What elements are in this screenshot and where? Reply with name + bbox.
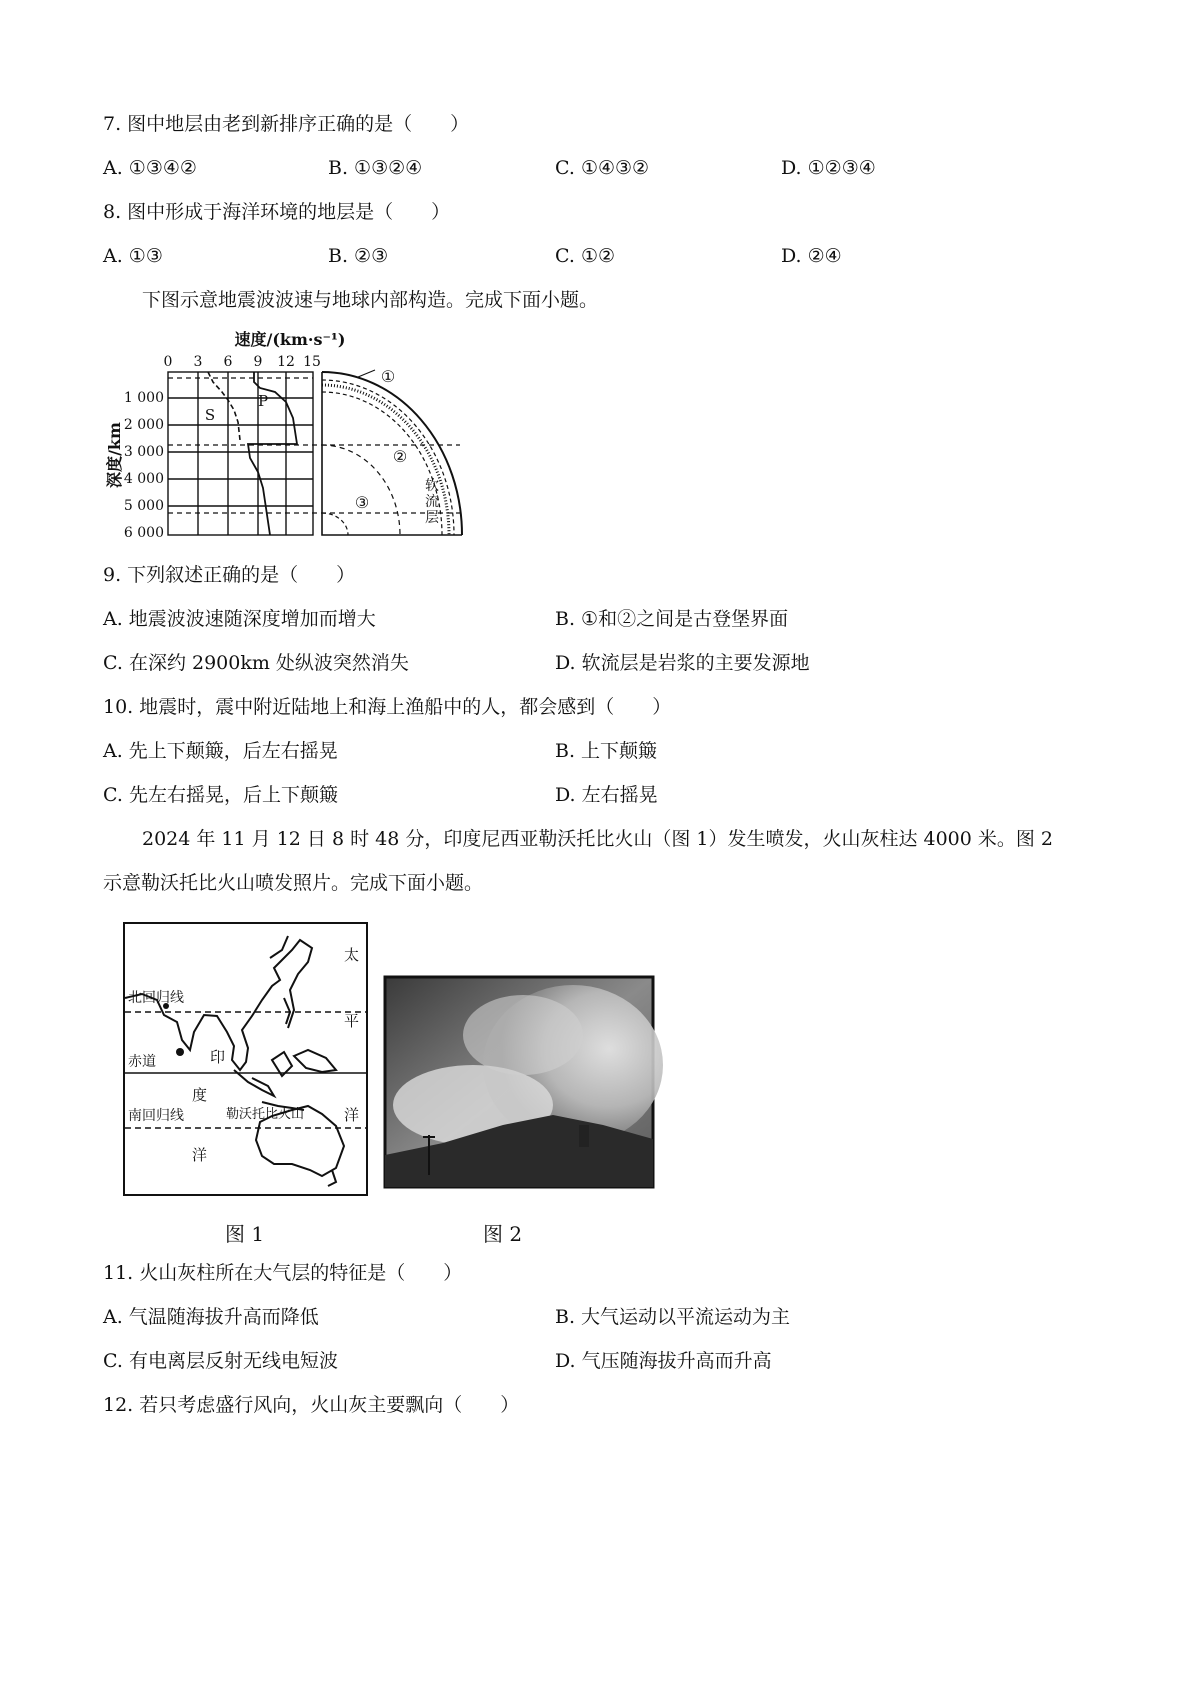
passage-intro-volcano-line2: 示意勒沃托比火山喷发照片。完成下面小题。 [103,872,484,894]
indian-ocean-label-2: 度 [192,1086,208,1104]
asthenosphere-label-2: 流 [425,494,439,510]
question-7-option-c[interactable]: C. ①④③② [555,157,650,179]
question-11-option-c[interactable]: C. 有电离层反射无线电短波 [103,1350,338,1372]
question-7-option-a[interactable]: A. ①③④② [103,157,197,179]
indian-ocean-label-3: 洋 [192,1146,208,1164]
question-8-option-b[interactable]: B. ②③ [328,245,389,267]
question-10-option-b[interactable]: B. 上下颠簸 [555,740,658,762]
speed-tick-0: 0 [163,354,173,370]
depth-tick-1000: 1 000 [123,390,164,406]
depth-tick-4000: 4 000 [123,471,164,487]
pacific-ocean-label-3: 洋 [344,1106,360,1124]
depth-tick-6000: 6 000 [123,525,164,541]
figure-1-caption: 图 1 [225,1222,265,1246]
speed-tick-15: 15 [303,354,321,370]
seismic-grid [168,372,313,535]
figure-2-eruption-photo [383,975,663,1197]
figure-1-map [122,920,372,1198]
indian-ocean-label-1: 印 [210,1048,226,1066]
question-9-option-d[interactable]: D. 软流层是岩浆的主要发源地 [555,652,810,674]
question-7-stem: 7. 图中地层由老到新排序正确的是（ ） [103,113,470,135]
speed-axis-label: 速度/(km·s⁻¹) [234,330,346,349]
question-10-stem: 10. 地震时，震中附近陆地上和海上渔船中的人，都会感到（ ） [103,696,672,718]
question-7-option-d[interactable]: D. ①②③④ [781,157,876,179]
pacific-ocean-label-1: 太 [344,946,360,964]
seismic-wave-figure [100,330,480,545]
volcano-label: 勒沃托比火山 [226,1107,305,1122]
tropic-of-cancer-label: 北回归线 [128,990,184,1006]
p-wave-label: P [257,392,269,410]
question-8-option-a[interactable]: A. ①③ [103,245,163,267]
pacific-ocean-label-2: 平 [344,1012,360,1030]
question-9-option-c[interactable]: C. 在深约 2900km 处纵波突然消失 [103,652,409,674]
figure-2-caption: 图 2 [483,1222,523,1246]
depth-tick-3000: 3 000 [123,444,164,460]
question-9-stem: 9. 下列叙述正确的是（ ） [103,564,356,586]
asthenosphere-label-1: 软 [425,478,439,494]
layer-1-label: ① [380,367,396,386]
question-10-option-a[interactable]: A. 先上下颠簸，后左右摇晃 [103,740,338,762]
question-8-stem: 8. 图中形成于海洋环境的地层是（ ） [103,201,451,223]
speed-tick-12: 12 [277,354,295,370]
s-wave-label: S [204,406,216,424]
speed-tick-3: 3 [193,354,203,370]
question-9-option-b[interactable]: B. ①和②之间是古登堡界面 [555,608,789,630]
passage-intro-volcano-line1: 2024 年 11 月 12 日 8 时 48 分，印度尼西亚勒沃托比火山（图 1）发生喷发，火山灰柱达 4000 米。图 2 [142,828,1054,850]
question-11-option-b[interactable]: B. 大气运动以平流运动为主 [555,1306,791,1328]
depth-tick-5000: 5 000 [123,498,164,514]
question-10-option-d[interactable]: D. 左右摇晃 [555,784,658,806]
question-8-option-c[interactable]: C. ①② [555,245,616,267]
speed-tick-6: 6 [223,354,233,370]
question-9-option-a[interactable]: A. 地震波波速随深度增加而增大 [103,608,376,630]
layer-3-label: ③ [354,493,370,512]
question-8-option-d[interactable]: D. ②④ [781,245,842,267]
depth-axis-label: 深度/km [105,422,124,488]
question-10-option-c[interactable]: C. 先左右摇晃，后上下颠簸 [103,784,338,806]
asthenosphere-label-3: 层 [425,510,439,526]
p-wave-curve [248,372,297,535]
question-12-stem: 12. 若只考虑盛行风向，火山灰主要飘向（ ） [103,1394,520,1416]
question-11-option-d[interactable]: D. 气压随海拔升高而升高 [555,1350,772,1372]
speed-tick-9: 9 [253,354,263,370]
layer-2-label: ② [392,447,408,466]
passage-intro-seismic: 下图示意地震波波速与地球内部构造。完成下面小题。 [142,289,599,311]
depth-tick-2000: 2 000 [123,417,164,433]
tropic-of-capricorn-label: 南回归线 [128,1108,184,1124]
question-7-option-b[interactable]: B. ①③②④ [328,157,423,179]
question-11-option-a[interactable]: A. 气温随海拔升高而降低 [103,1306,319,1328]
question-11-stem: 11. 火山灰柱所在大气层的特征是（ ） [103,1262,463,1284]
equator-label: 赤道 [128,1054,156,1070]
